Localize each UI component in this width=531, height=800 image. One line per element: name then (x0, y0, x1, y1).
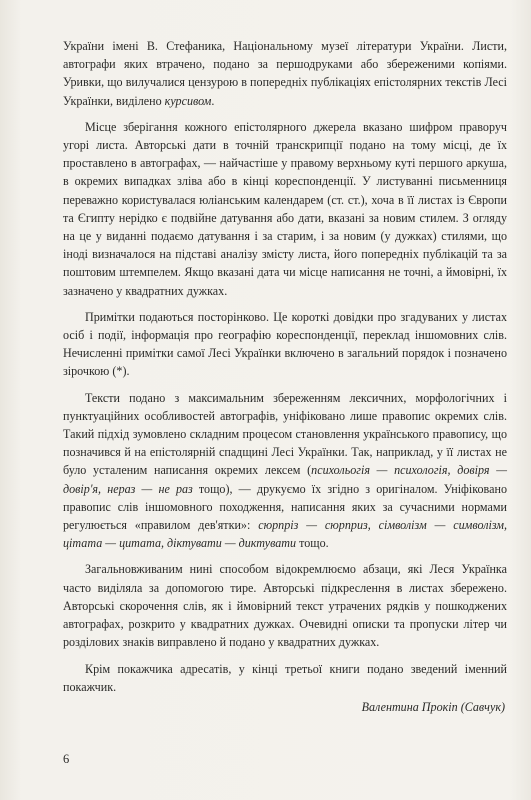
italic-text: психольогія — психологія, довіря — довір'я, нераз — не раз (63, 463, 507, 496)
text-run: Загальновживаним нині способом відокремлюємо абзаци, які Леся Українка часто виділяла за допомогою тире. Авторські підкреслення в листах збережено. Авторські скорочення слів, як і ймовірний текст утрачених рядків у пошкоджених автографах, розкрито у квадратних дужках. Очевидні описки та пропуски літер чи розділових знаків виправлено й подано у квадратних дужках. (63, 562, 507, 650)
text-run: Примітки подаються посторінково. Це короткі довідки про згадуваних у листах осіб і події, інформація про географію кореспонденції, переклад іншомовних слів. Нечисленні примітки самої Лесі Українки включено в загальний порядок і позначено зірочкою (*). (63, 309, 507, 379)
paragraph (63, 118, 507, 300)
text-run: тощо), — друкуємо їх згідно з оригіналом. Уніфіковано правопис слів іншомовного походження, написання яких за сучасними нормами регулюється «правилом дев'ятки»: (63, 481, 507, 533)
text-run: Місце зберігання кожного епістолярного джерела вказано шифром праворуч угорі листа. Авторські дати в точній транскрипції подано на тому місці, де їх проставлено в автографах, — найчастіше у правому верхньому куті першого аркуша, в окремих випадках зліва або в кінці кореспонденції. У листуванні письменниця переважно користувалася юліанським календарем (ст. ст.), хоча в її листах із Європи та Єгипту нерідко є подвійне датування або дати, вказані за новим стилем. З огляду на це у виданні подаємо датування і за старим, і за новим (у дужках) стилями, що іноді визначалося на підставі аналізу змісту листа, його попередніх публікацій та за поштовим штемпелем. Якщо вказані дата чи місце написання не точні, а ймовірні, їх зазначено у квадратних дужках. (63, 119, 507, 298)
text-run: тощо. (296, 536, 329, 551)
italic-text: сюрпріз — сюрприз, сімволізм — символізм, цітата — цитата, діктувати — диктувати (63, 518, 508, 551)
paragraph (63, 37, 507, 110)
paragraph (63, 308, 507, 381)
italic-text: курсивом (164, 93, 212, 108)
paragraph (63, 389, 507, 553)
author-signature: Валентина Прокіп (Савчук) (361, 700, 505, 714)
body-text (63, 37, 507, 704)
text-run: України імені В. Стефаника, Національному музеї літератури України. Листи, автографи яких втрачено, подано за першодруками або збереженими копіями. Уривки, що вилучалися цензурою в попередніх публікаціях епістолярних текстів Лесі Українки, виділено (63, 39, 507, 108)
paragraph (63, 560, 507, 651)
paragraph (63, 660, 507, 696)
text-run: Крім покажчика адресатів, у кінці третьої книги подано зведений іменний покажчик. (63, 661, 507, 694)
text-run: Тексти подано з максимальним збереженням лексичних, морфологічних і пунктуаційних особливостей автографів, уніфіковано лише правопис окремих слів. Такий підхід зумовлено складним процесом становлення українського правопису, що позначився й на епістолярній спадщині Лесі Українки. Так, наприклад, у її листах не було усталеним написання окремих лексем ( (63, 390, 507, 478)
text-run: . (211, 93, 215, 108)
page-number: 6 (63, 752, 70, 766)
